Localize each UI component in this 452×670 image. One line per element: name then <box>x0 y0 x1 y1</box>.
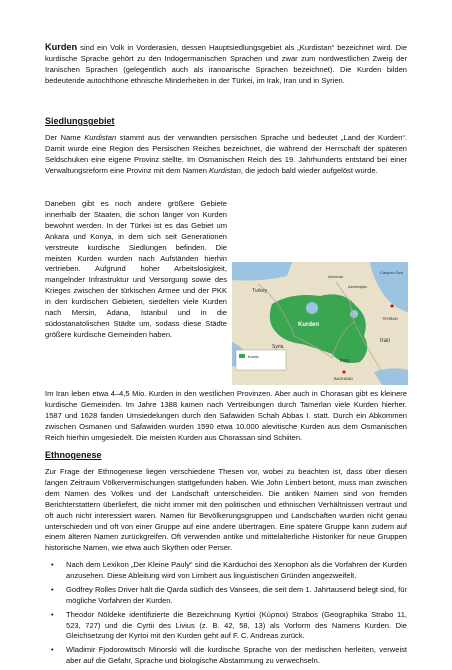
bullet-icon: • <box>51 609 54 619</box>
siedlung-p1-a: Der Name <box>45 133 85 142</box>
intro-paragraph <box>45 42 407 87</box>
siedlung-p1-em2: Kurdistan <box>209 165 241 175</box>
list-item <box>45 585 407 607</box>
heading-siedlungsgebiet: Siedlungsgebiet <box>45 116 115 126</box>
bullet-icon: • <box>51 645 54 655</box>
lake-van <box>306 302 318 314</box>
map-label-kurden: Kurden <box>298 322 319 328</box>
bullet-text: Theodor Nöldeke identifizierte die Bezeichnung Kyrtioi (Κύρτιοι) Strabos (Geographika Strabo 11, 523, 727) und die Cyrtii des Livius (z. B. 42, 58, 13) als Vorform des Namens Kurden. Die Gleichsetzung der Kyrtoi mit den Kurden geht auf F. C. Andreas zurück. <box>66 609 407 641</box>
map-label-azerbaijan: Azerbaijan <box>348 284 367 289</box>
siedlung-paragraph-1 <box>45 133 407 177</box>
map-label-baghdad: BAGHDAD <box>334 377 353 381</box>
map-label-tehran: TEHRAN <box>382 317 398 321</box>
siedlung-p1-c: , die jedoch bald wieder aufgelöst wurde. <box>240 165 378 175</box>
map-legend-swatch <box>239 354 245 358</box>
list-item <box>45 560 407 582</box>
bullet-icon: • <box>51 584 54 594</box>
map-marker-baghdad <box>343 371 346 374</box>
bullet-text: Godfrey Rolles Driver hält die Qarda südlich des Vansees, die seit dem 1. Jahrtausend belegt sind, für mögliche Vorfahren der Kurden. <box>66 584 407 605</box>
map-marker-tehran <box>391 305 394 308</box>
siedlung-p1-em: Kurdistan <box>84 133 117 142</box>
bullet-text: Nach dem Lexikon „Der Kleine Pauly“ sind die Karduchoi des Xenophon als die Vorfahren der Kurden anzusehen. Diese Ableitung wird von Limbert aus linguistischen Gründen angezweifelt. <box>66 560 407 580</box>
ethno-paragraph-1: Zur Frage der Ethnogenese liegen verschiedene Thesen vor, wobei zu beachten ist, dass über diesen langen Zeitraum Völkervermischungen stattgefunden haben. Wie John Limbert betont, muss man zwischen dem Namen des Volkes und der Landschaft unterscheiden. Die antiken Namen sind von fremden Berichterstattern überliefert, die nicht immer mit den politischen und ethnischen Verhältnissen vertraut und oft auch nicht interessiert waren. Namen für Bevölkerungsgruppen und Landschaften wurden nicht genau unterschieden und oft von einer Gruppe auf eine andere übertragen. Eine spätere Gruppe kann zudem auf einem älteren Namen zurückgreifen. Oft verwenden antike und mittelalterliche Historiker für neue Gruppen historische Namen, wie etwa auch Skythen oder Perser. <box>45 467 407 553</box>
intro-text: sind ein Volk in Vorderasien, dessen Hauptsiedlungsgebiet als „Kurdistan“ bezeichnet wird. Die kurdische Sprache gehört zu den Indogermanischen Sprachen und zwar zum nordwestlichen Zweig der Iranischen Sprachen (gelegentlich auch als iranoarische Sprachen bezeichnet). Die Kurden bilden bedeutende autochthone ethnische Minderheiten in der Türkei, im Irak, Iran und in Syrien. <box>45 43 407 85</box>
list-item <box>45 645 407 667</box>
list-item <box>45 610 407 643</box>
kurdistan-map <box>232 262 408 385</box>
map-label-caspian: Caspian Sea <box>380 270 403 275</box>
heading-ethnogenese: Ethnogenese <box>45 450 102 460</box>
map-label-armenia: Armenia <box>328 274 343 279</box>
siedlung-p1-b: stammt aus der verwandten persischen Sprache und bedeutet „Land der Kurden“. Damit wurde eine Region des Persischen Reiches bezeichnet, die während der Herrschaft der späteren Seldschuken eine eigene Provinz stellte. Im Osmanischen Reich des 19. Jahrhunderts entstand bei einer Verwaltungsreform eine Provinz mit dem Namen <box>45 133 407 175</box>
bullet-icon: • <box>51 560 54 569</box>
map-label-iraq: Iraq <box>340 358 349 364</box>
siedlung-paragraph-3: Im Iran leben etwa 4–4,5 Mio. Kurden in den westlichen Provinzen. Aber auch in Chorasan gibt es kleinere kurdische Gemeinden. Im Jahre 1388 kamen nach Vertreibungen durch Tamerlan viele Kurden hierher. 1587 und 1628 fanden Umsiedelungen durch den Safawiden Schah Abbas I. statt. Durch ein Abkommen zwischen Osmanen und Safawiden wurden 1590 etwa 10.000 alevitische Kurden aus dem Osmanischen Reich hierhin umgesiedelt. Die meisten Kurden aus Chorassan sind Schiiten. <box>45 389 407 442</box>
map-legend-box <box>236 350 286 370</box>
bullet-text: Wladimir Fjodorowitsch Minorski will die kurdische Sprache von der medischen herleiten, verweist aber auf die Gefahr, Sprache und biologische Abstammung zu verwechseln. <box>66 645 407 666</box>
map-label-turkey: Turkey <box>252 288 268 294</box>
siedlung-paragraph-2: Daneben gibt es noch andere größere Gebiete innerhalb der Staaten, die schon länger von Kurden bewohnt werden. In der Türkei ist es das Gebiet um Ankara und Konya, in dem sich seit Generationen verstreute kurdische Siedlungen befinden. Die meisten Kurden wurden nach Aufständen hierhin vertrieben. Aufgrund hoher Arbeitslosigkeit, mangelnder Infrastruktur und Versorgung sowie des Krieges zwischen der türkischen Armee und der PKK in den kurdischen Gebieten, siedelten viele Kurden nach Mersin, Adana, Istanbul und in die südostanatolischen Städte um, sodass diese Städte größere kurdische Gemeinden haben. <box>45 199 227 339</box>
map-label-syria: Syria <box>272 344 284 350</box>
map-label-iran: Iran <box>380 338 391 344</box>
intro-lead-word: Kurden <box>45 42 78 52</box>
map-label-kurds: Kurds <box>248 354 259 359</box>
lake-urmia <box>350 310 358 318</box>
ethno-bullet-list <box>45 560 407 670</box>
